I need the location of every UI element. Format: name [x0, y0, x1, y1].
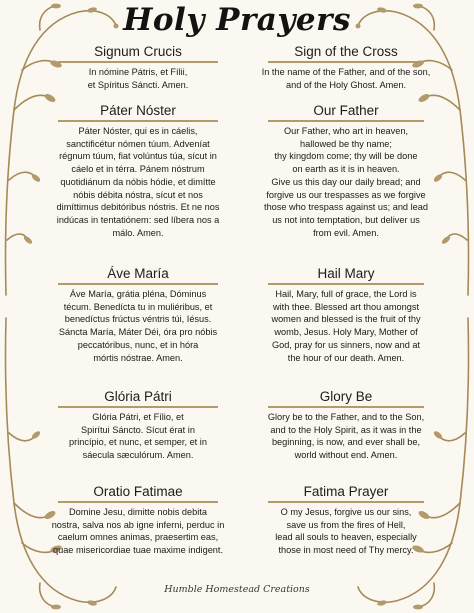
- prayer-line: save us from the fires of Hell,: [286, 519, 406, 530]
- section-heading: Páter Nóster: [100, 103, 176, 118]
- prayer-line: Glory be to the Father, and to the Son,: [267, 412, 425, 422]
- prayer-line: Domine Jesu, dimitte nobis debita: [69, 507, 207, 517]
- prayer-line: Spirítui Sáncto. Sícut érat in: [81, 424, 195, 435]
- prayer-line: benedíctus frúctus véntris túi, Iésus.: [64, 314, 212, 325]
- prayer-line: world without end. Amen.: [294, 450, 398, 461]
- section-heading: Sign of the Cross: [294, 44, 398, 59]
- prayer-line: nóbis débita nóstra, sícut et nos: [73, 189, 203, 200]
- prayer-line: nostra, salva nos ab igne inferni, perduc in: [51, 519, 225, 530]
- prayer-text: [250, 66, 442, 91]
- section-heading: Áve María: [107, 266, 169, 281]
- section-heading: Hail Mary: [317, 266, 375, 281]
- prayer-line: indúcas in tentatiónem: sed líbera nos a: [56, 214, 220, 225]
- footer-credit: Humble Homestead Creations: [164, 584, 310, 595]
- section-signum-crucis: [40, 44, 236, 91]
- heading-rule: [268, 61, 424, 63]
- prayer-line: princípio, et nunc, et semper, et in: [69, 437, 207, 448]
- prayer-text: [40, 506, 236, 557]
- section-heading: Oratio Fatimae: [93, 484, 183, 499]
- prayer-line: caelum omnes animas, praesertim eas,: [57, 532, 219, 543]
- prayer-line: Give us this day our daily bread; and: [271, 176, 421, 187]
- heading-rule: [268, 406, 424, 408]
- prayer-line: sáecula sæculórum. Amen.: [82, 450, 194, 461]
- prayer-line: mórtis nóstrae. Amen.: [93, 352, 183, 363]
- prayer-line: Sáncta María, Máter Déi, óra pro nóbis: [58, 327, 218, 338]
- prayer-line: dimíttimus debitóribus nóstris. Et ne nos: [56, 202, 220, 213]
- prayer-line: those in most need of Thy mercy.: [278, 545, 414, 556]
- page-title: Holy Prayers: [123, 2, 351, 38]
- prayer-line: peccatóribus, nunc, et in hóra: [77, 339, 199, 350]
- section-hail-mary: [250, 266, 442, 364]
- prayer-line: Glória Pátri, et Fílio, et: [92, 412, 184, 422]
- heading-rule: [58, 501, 218, 503]
- prayer-line: forgive us our trespasses as we forgive: [266, 189, 426, 200]
- prayer-text: [40, 125, 236, 239]
- section-oratio-fatimae: [40, 484, 236, 557]
- prayer-line: cáelo et in térra. Pánem nóstrum: [71, 164, 205, 175]
- prayer-line: from evil. Amen.: [313, 227, 379, 238]
- section-gloria-patri: [40, 389, 236, 462]
- section-glory-be: [250, 389, 442, 462]
- prayer-text: [250, 506, 442, 557]
- prayer-line: régnum túum, fiat volúntus túa, sícut in: [59, 151, 217, 162]
- heading-rule: [58, 120, 218, 122]
- prayer-line: beginning, is now, and ever shall be,: [271, 437, 421, 448]
- prayer-line: womb, Jesus. Holy Mary, Mother of: [274, 327, 418, 338]
- prayer-text: [40, 411, 236, 462]
- prayer-line: sanctificétur nómen túum. Adveníat: [66, 138, 210, 149]
- prayer-line: Our Father, who art in heaven,: [283, 126, 409, 136]
- heading-rule: [58, 406, 218, 408]
- prayer-line: O my Jesus, forgive us our sins,: [280, 507, 412, 517]
- heading-rule: [268, 501, 424, 503]
- section-fatima-prayer: [250, 484, 442, 557]
- prayer-line: and of the Holy Ghost. Amen.: [285, 79, 406, 90]
- section-our-father: [250, 103, 442, 239]
- prayer-line: Hail, Mary, full of grace, the Lord is: [275, 289, 417, 299]
- prayer-line: Áve María, grátia pléna, Dóminus: [69, 289, 207, 299]
- prayer-line: thy kingdom come; thy will be done: [274, 151, 418, 162]
- prayer-text: [250, 288, 442, 364]
- section-heading: Signum Crucis: [94, 44, 182, 59]
- prayer-text: [40, 288, 236, 364]
- prayer-text: [40, 66, 236, 91]
- heading-rule: [58, 61, 218, 63]
- prayer-line: hallowed be thy name;: [300, 138, 392, 149]
- section-pater-noster: [40, 103, 236, 239]
- prayer-line: and to the Holy Spirit, as it was in the: [270, 424, 422, 435]
- section-heading: Glória Pátri: [104, 389, 172, 404]
- prayer-line: quae misericordiae tuae maxime indigent.: [52, 545, 224, 556]
- prayer-text: [250, 411, 442, 462]
- prayer-line: the hour of our death. Amen.: [287, 352, 405, 363]
- prayer-line: God, pray for us sinners, now and at: [271, 339, 421, 350]
- section-sign-of-the-cross: [250, 44, 442, 91]
- prayer-line: et Spíritus Sáncti. Amen.: [87, 79, 189, 90]
- prayer-text: [250, 125, 442, 239]
- prayer-line: women and blessed is the fruit of thy: [271, 314, 421, 325]
- section-ave-maria: [40, 266, 236, 364]
- prayer-line: In nómine Pátris, et Fílii,: [88, 67, 188, 77]
- prayer-line: In the name of the Father, and of the son,: [261, 67, 431, 77]
- prayer-line: us not into temptation, but deliver us: [272, 214, 420, 225]
- section-heading: Our Father: [313, 103, 379, 118]
- prayer-line: técum. Benedícta tu in muliéribus, et: [63, 301, 213, 312]
- prayer-line: málo. Amen.: [112, 227, 164, 238]
- prayer-line: on earth as it is in heaven.: [292, 164, 400, 175]
- prayer-line: quotidiánum da nóbis hódie, et dimítte: [60, 176, 216, 187]
- prayer-line: lead all souls to heaven, especially: [275, 532, 417, 543]
- heading-rule: [58, 283, 218, 285]
- prayer-line: those who trespass against us; and lead: [264, 202, 428, 213]
- prayer-line: with thee. Blessed art thou amongst: [272, 301, 420, 312]
- section-heading: Fatima Prayer: [303, 484, 389, 499]
- prayer-line: Páter Nóster, qui es in cáelis,: [78, 126, 198, 136]
- heading-rule: [268, 283, 424, 285]
- heading-rule: [268, 120, 424, 122]
- section-heading: Glory Be: [319, 389, 373, 404]
